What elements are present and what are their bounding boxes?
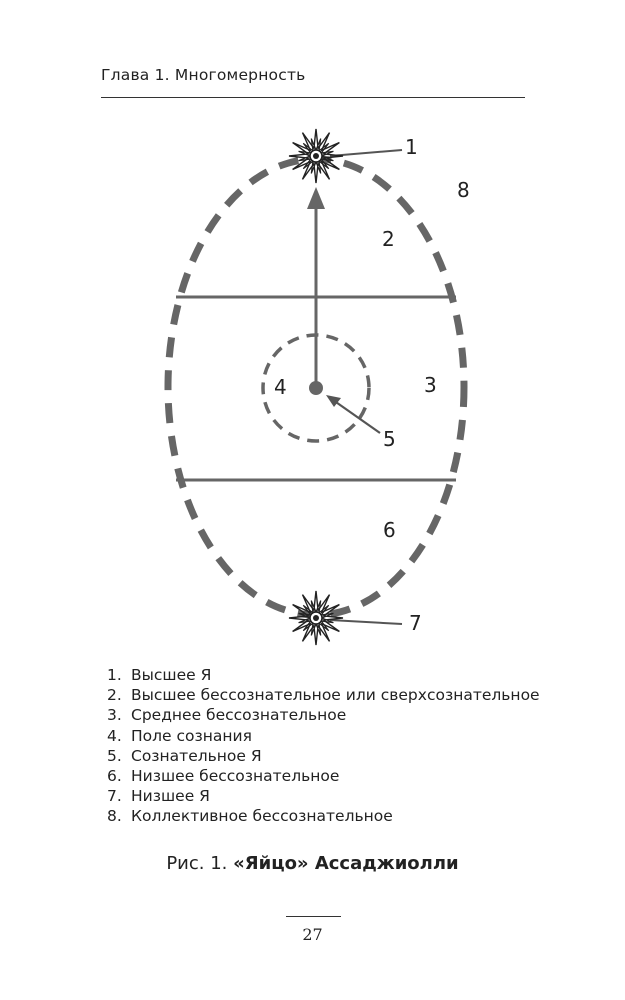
star-icon	[289, 591, 343, 645]
footer-rule	[286, 916, 341, 917]
legend-number: 7.	[107, 787, 122, 806]
legend-item	[107, 766, 540, 786]
page-number: 27	[302, 925, 323, 944]
figure-label-4: 4	[274, 375, 287, 399]
legend-text: Высшее Я	[131, 666, 212, 684]
caption-prefix: Рис. 1.	[166, 853, 234, 874]
legend-text: Высшее бессознательное или сверхсознательное	[131, 686, 540, 705]
figure-label-7: 7	[409, 611, 422, 635]
legend-number: 2.	[107, 686, 122, 705]
legend-number: 6.	[107, 767, 122, 786]
legend-text: Низшее Я	[131, 787, 210, 806]
legend-text: Коллективное бессознательное	[131, 807, 393, 826]
pointer-7-line	[330, 620, 402, 624]
legend-item	[107, 665, 540, 685]
figure-label-3: 3	[424, 373, 437, 397]
legend-text: Низшее бессознательное	[131, 767, 340, 786]
conscious-self-dot	[309, 381, 323, 395]
legend-item	[107, 705, 540, 725]
legend-item	[107, 685, 540, 705]
figure-label-2: 2	[382, 227, 395, 251]
figure-label-1: 1	[405, 135, 418, 159]
legend-text: Сознательное Я	[131, 746, 262, 765]
legend-number: 4.	[107, 726, 122, 745]
figure-label-5: 5	[383, 427, 396, 451]
legend-number: 8.	[107, 807, 122, 826]
legend-list	[107, 665, 540, 827]
figure-label-8: 8	[457, 178, 470, 202]
legend-item	[107, 786, 540, 806]
figure-label-6: 6	[383, 518, 396, 542]
legend-text: Поле сознания	[131, 726, 252, 745]
legend-item	[107, 726, 540, 746]
central-arrow-head	[307, 187, 325, 209]
legend-item	[107, 746, 540, 766]
caption-title: «Яйцо» Ассаджиолли	[233, 853, 459, 874]
legend-number: 3.	[107, 706, 122, 725]
legend-number: 1.	[107, 666, 122, 684]
figure-caption	[0, 853, 625, 874]
legend-text: Среднее бессознательное	[131, 706, 347, 725]
pointer-5-line	[333, 400, 380, 433]
legend-number: 5.	[107, 746, 122, 765]
running-title: Глава 1. Многомерность	[101, 66, 306, 84]
legend-item	[107, 806, 540, 826]
